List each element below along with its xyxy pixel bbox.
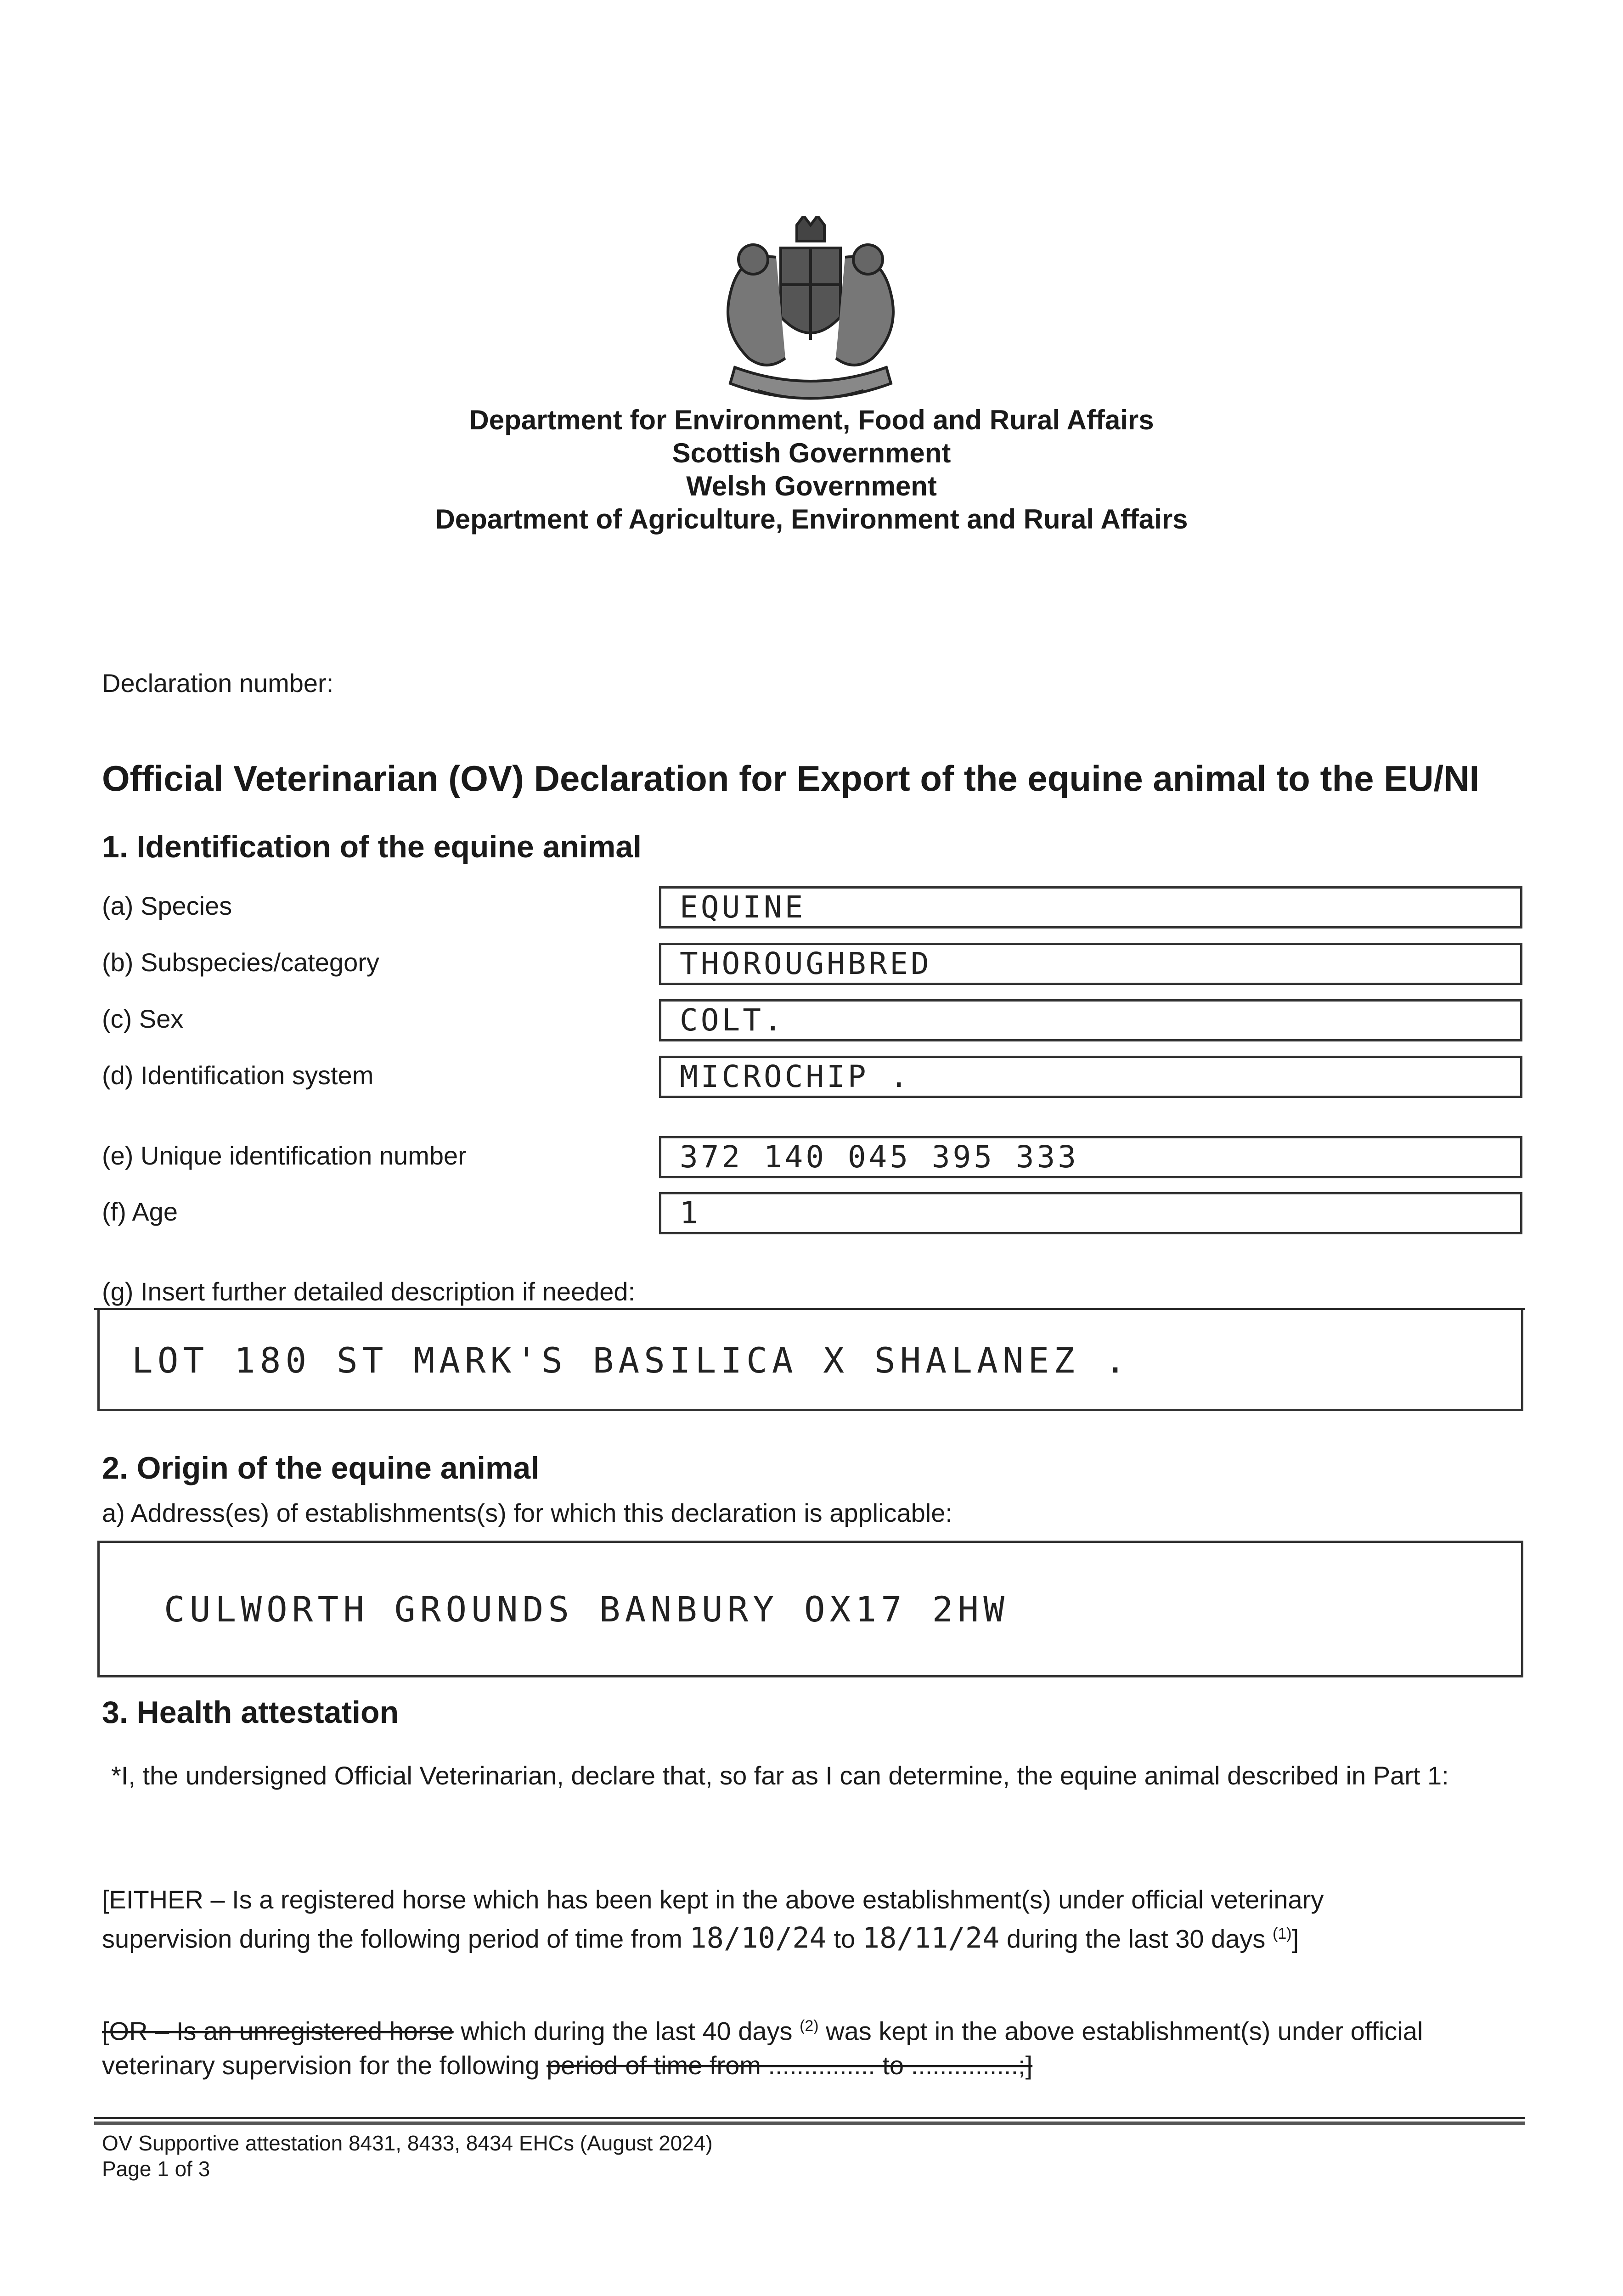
footnote-2-marker: (2)	[800, 2017, 819, 2035]
or-line1	[102, 2009, 1526, 2048]
unique-id-field[interactable]: 372 140 045 395 333	[659, 1136, 1522, 1178]
species-label: (a) Species	[102, 891, 232, 920]
section2-heading: 2. Origin of the equine animal	[102, 1451, 540, 1486]
age-label: (f) Age	[102, 1197, 178, 1226]
further-description-label: (g) Insert further detailed description if needed:	[102, 1277, 636, 1306]
further-description-field[interactable]: LOT 180 ST MARK'S BASILICA X SHALANEZ .	[97, 1310, 1523, 1411]
species-field[interactable]: EQUINE	[659, 886, 1522, 929]
identification-system-label: (d) Identification system	[102, 1061, 374, 1090]
footer-attestation-ref: OV Supportive attestation 8431, 8433, 8434 EHCs (August 2024)	[102, 2131, 713, 2155]
either-line2	[102, 1917, 1526, 1956]
department-scottish-government: Scottish Government	[672, 438, 951, 468]
sex-field[interactable]: COLT.	[659, 999, 1522, 1041]
either-pre: supervision during the following period of time from	[102, 1924, 682, 1953]
either-statement	[102, 1883, 1526, 1956]
subspecies-label: (b) Subspecies/category	[102, 948, 379, 977]
footer-rule-top	[94, 2117, 1525, 2119]
section3-heading: 3. Health attestation	[102, 1695, 399, 1730]
either-post: during the last 30 days	[1006, 1924, 1266, 1953]
or-line1-end: was kept in the above establishment(s) under official	[818, 2016, 1423, 2046]
subspecies-field[interactable]: THOROUGHBRED	[659, 943, 1522, 985]
from-date-field[interactable]: 18/10/24	[689, 1921, 827, 1955]
sex-label: (c) Sex	[102, 1004, 184, 1033]
health-attestation-intro: *I, the undersigned Official Veterinarian, declare that, so far as I can determine, the equine animal described in Part 1:	[111, 1761, 1449, 1790]
or-line2	[102, 2048, 1526, 2082]
or-line1-rest: which during the last 40 days	[453, 2016, 793, 2046]
department-daera: Department of Agriculture, Environment and Rural Affairs	[435, 504, 1188, 535]
address-field[interactable]: CULWORTH GROUNDS BANBURY OX17 2HW	[97, 1541, 1523, 1677]
department-defra: Department for Environment, Food and Rural Affairs	[469, 405, 1154, 435]
footer-page-number: Page 1 of 3	[102, 2157, 210, 2181]
footer-rule-bottom	[94, 2122, 1525, 2125]
or-statement	[102, 2009, 1526, 2082]
section1-heading: 1. Identification of the equine animal	[102, 829, 642, 864]
age-field[interactable]: 1	[659, 1192, 1522, 1234]
identification-system-field[interactable]: MICROCHIP .	[659, 1056, 1522, 1098]
either-close: ]	[1291, 1924, 1299, 1953]
document-title: Official Veterinarian (OV) Declaration for Export of the equine animal to the EU/NI	[102, 758, 1480, 799]
unique-id-label: (e) Unique identification number	[102, 1141, 467, 1170]
or-struck-text: [OR – Is an unregistered horse	[102, 2016, 454, 2046]
to-date-field[interactable]: 18/11/24	[862, 1921, 1000, 1955]
or-line2-struck: period of time from ............... to ...............;]	[547, 2050, 1033, 2080]
declaration-number-label: Declaration number:	[102, 669, 334, 698]
or-line2-pre: veterinary supervision for the following	[102, 2050, 547, 2080]
department-welsh-government: Welsh Government	[686, 471, 937, 501]
address-label: a) Address(es) of establishments(s) for which this declaration is applicable:	[102, 1498, 952, 1527]
either-line1: [EITHER – Is a registered horse which has been kept in the above establishment(s) under official veterinary	[102, 1885, 1324, 1914]
royal-coat-of-arms-icon	[703, 216, 919, 409]
to-word: to	[834, 1924, 856, 1953]
footnote-1-marker: (1)	[1273, 1925, 1292, 1942]
